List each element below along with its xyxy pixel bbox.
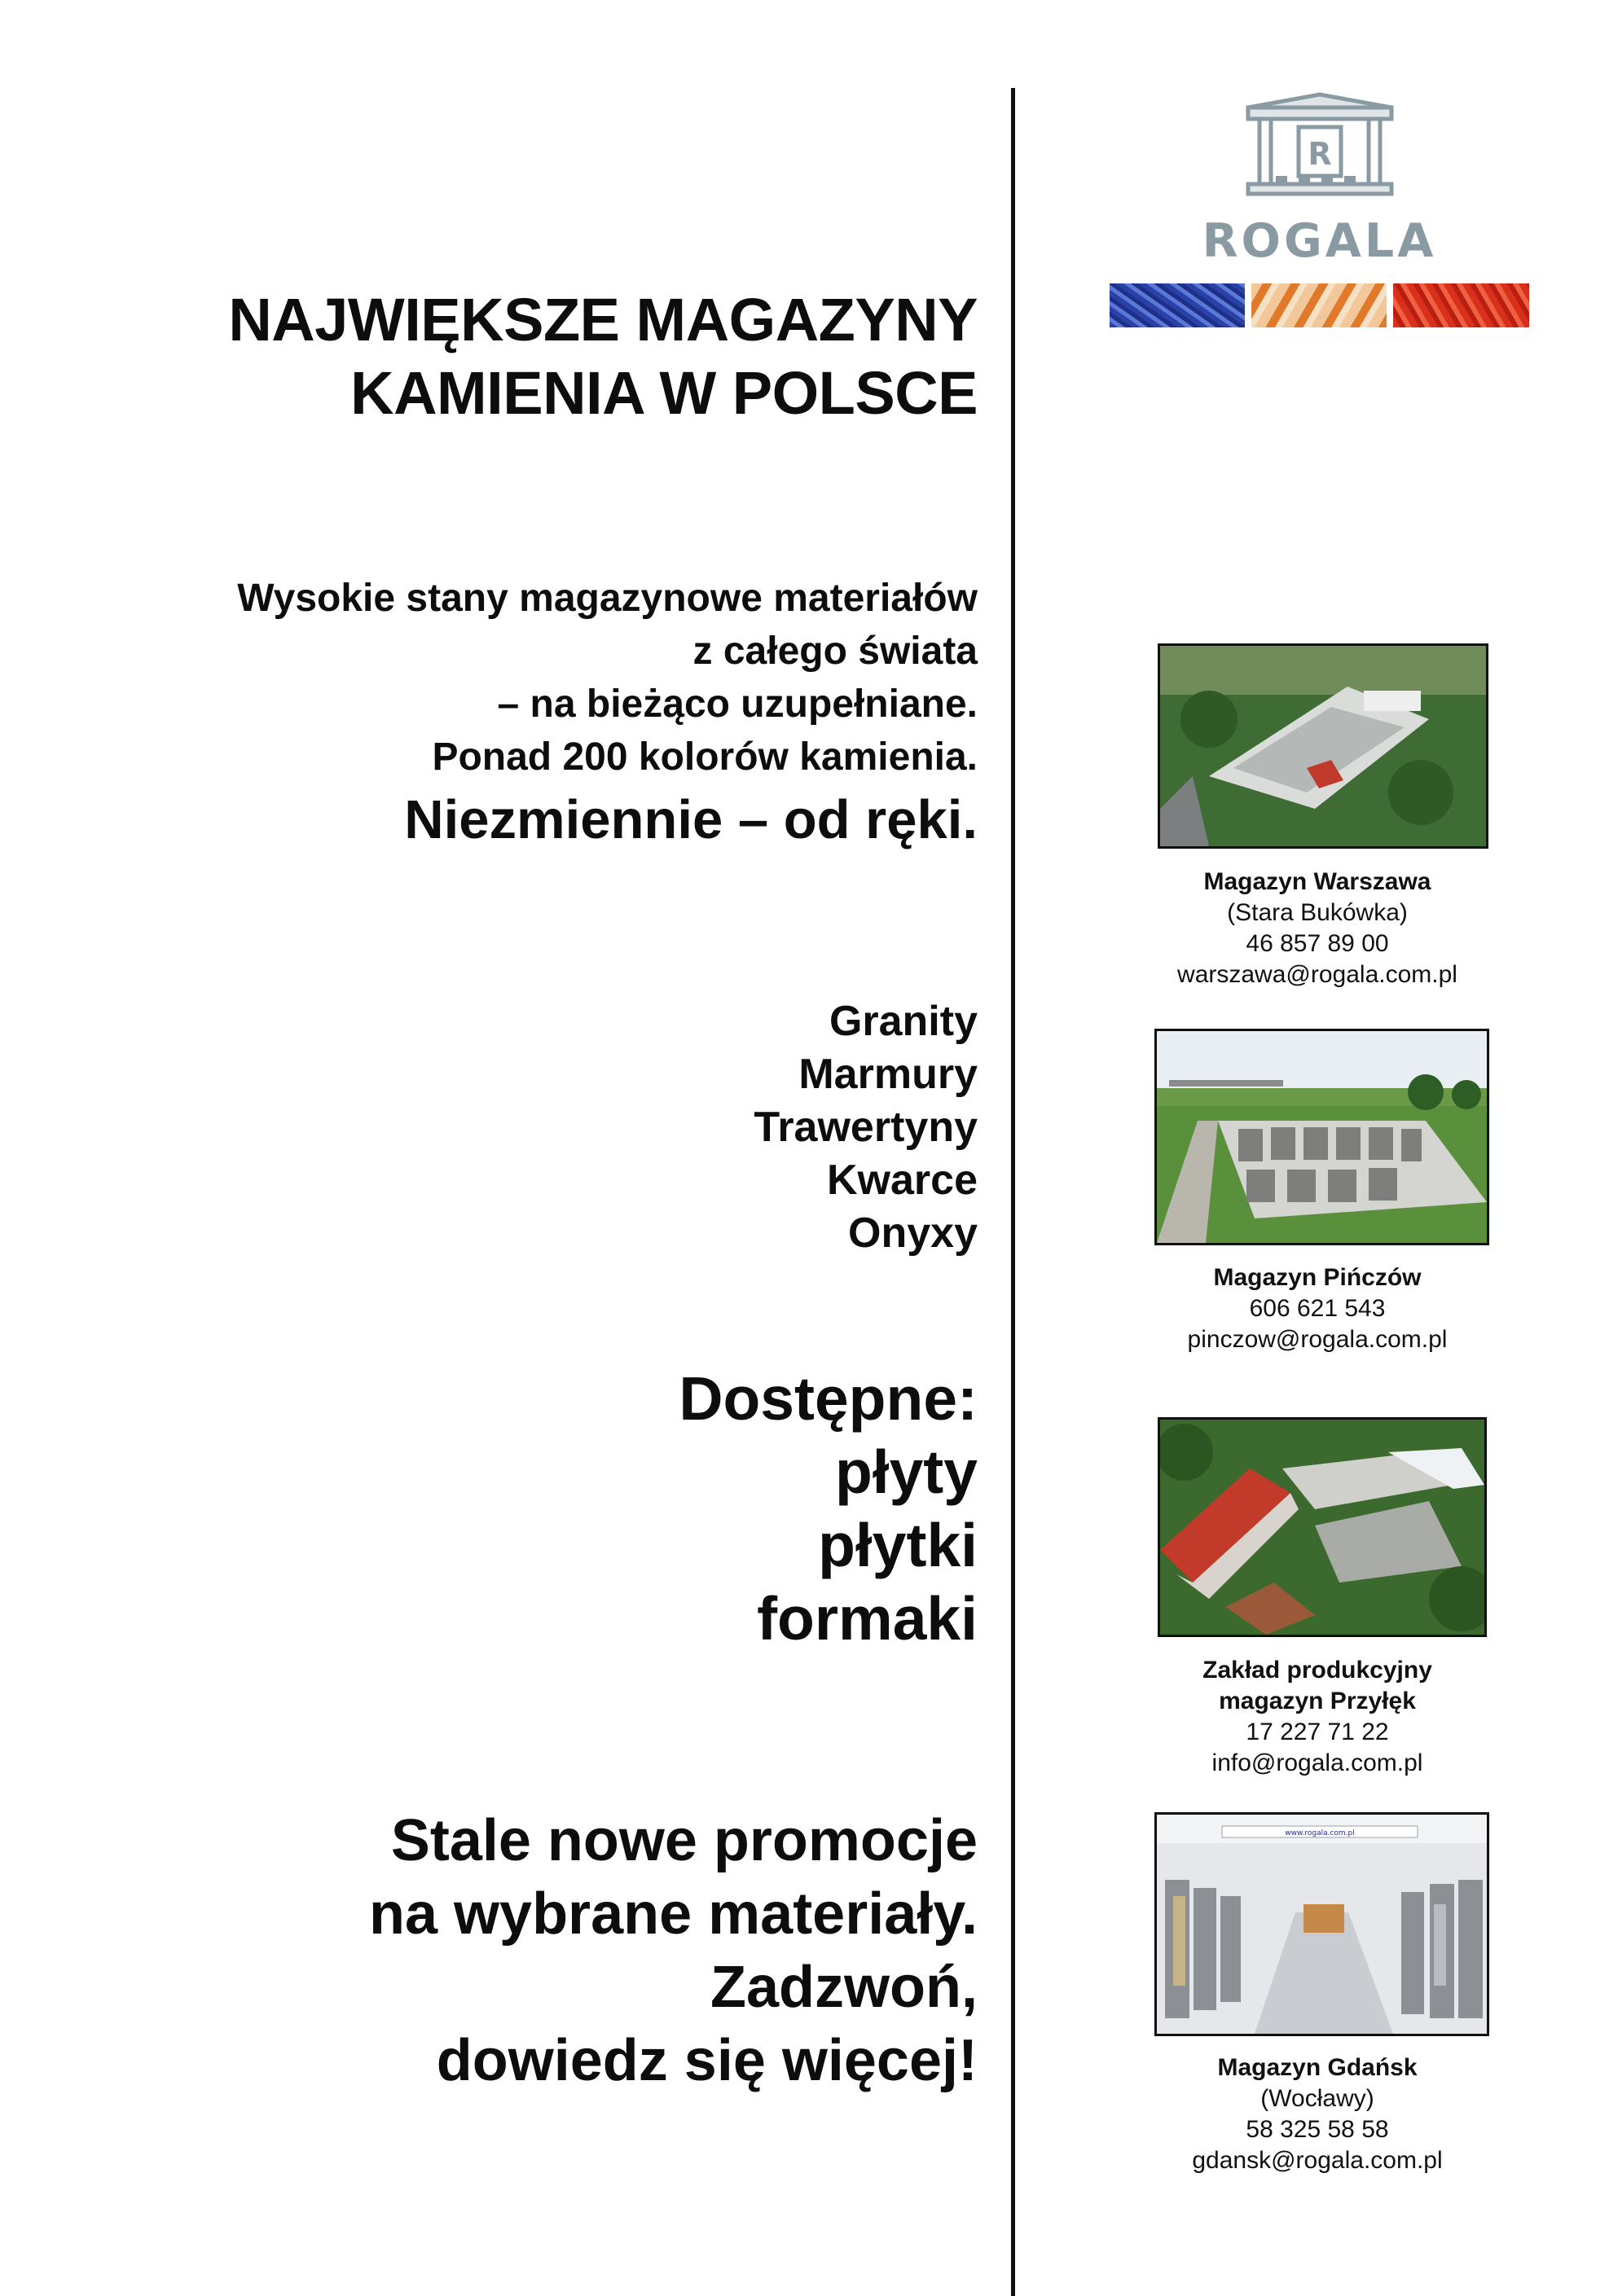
warehouse-gdansk-photo [1154, 1812, 1489, 2036]
logo-name: ROGALA [1202, 214, 1437, 268]
intro-line: z całego świata [692, 630, 978, 673]
warehouse-warsaw-photo [1158, 643, 1488, 849]
promo-text [73, 1804, 978, 2097]
intro-emphasis: Niezmiennie – od ręki. [404, 789, 978, 850]
stone-swatch-blue [1110, 283, 1245, 327]
location-area: (Wocławy) [1260, 2085, 1374, 2112]
stone-swatch-orange [1251, 283, 1387, 327]
rogala-logo [1110, 90, 1529, 334]
promo-line: dowiedz się więcej! [436, 2028, 978, 2093]
location-area: (Stara Bukówka) [1227, 899, 1408, 926]
product-item: płyty [834, 1438, 978, 1506]
location-phone[interactable]: 17 227 71 22 [1246, 1719, 1389, 1745]
location-email[interactable]: pinczow@rogala.com.pl [1187, 1326, 1448, 1353]
location-email[interactable]: warszawa@rogala.com.pl [1177, 961, 1457, 988]
location-caption-przylek [1110, 1655, 1525, 1779]
location-title: Magazyn Gdańsk [1217, 2054, 1418, 2081]
location-caption-gdansk [1110, 2052, 1525, 2176]
location-phone[interactable]: 46 857 89 00 [1246, 930, 1389, 957]
location-subtitle: magazyn Przyłęk [1219, 1688, 1416, 1714]
stone-swatch-red [1393, 283, 1529, 327]
stone-type: Onyxy [848, 1209, 978, 1257]
location-title: Magazyn Pińczów [1213, 1264, 1422, 1291]
headline [73, 283, 978, 430]
headline-line: NAJWIĘKSZE MAGAZYNY [228, 286, 978, 353]
photo-sign-text: www.rogala.com.pl [1285, 1829, 1355, 1837]
intro-text [73, 572, 978, 857]
temple-emblem-icon [1110, 90, 1529, 212]
products-heading: Dostępne: [679, 1364, 978, 1433]
headline-line: KAMIENIA W POLSCE [350, 359, 978, 427]
promo-line: Zadzwoń, [710, 1955, 978, 2020]
available-products [73, 1362, 978, 1655]
location-phone[interactable]: 606 621 543 [1249, 1295, 1386, 1322]
stone-types-list [73, 995, 978, 1260]
location-caption-warsaw [1110, 867, 1525, 990]
location-caption-pinczow [1110, 1262, 1525, 1355]
promo-line: na wybrane materiały. [369, 1881, 978, 1947]
warehouse-pinczow-photo [1154, 1029, 1489, 1245]
intro-line: Wysokie stany magazynowe materiałów [237, 577, 978, 620]
stone-type: Kwarce [827, 1157, 978, 1204]
location-title: Zakład produkcyjny [1202, 1657, 1432, 1684]
emblem-letter: R [1308, 136, 1332, 172]
stone-type: Granity [829, 998, 978, 1045]
production-plant-przylek-photo [1158, 1417, 1487, 1637]
product-item: formaki [757, 1584, 978, 1653]
intro-line: Ponad 200 kolorów kamienia. [432, 735, 978, 779]
stone-type: Trawertyny [754, 1104, 978, 1151]
intro-line: – na bieżąco uzupełniane. [497, 683, 978, 726]
vertical-divider [1011, 88, 1015, 2296]
location-email[interactable]: gdansk@rogala.com.pl [1192, 2147, 1443, 2174]
product-item: płytki [818, 1511, 978, 1579]
promo-line: Stale nowe promocje [390, 1808, 978, 1873]
stone-type: Marmury [798, 1051, 978, 1098]
location-email[interactable]: info@rogala.com.pl [1211, 1749, 1423, 1776]
location-title: Magazyn Warszawa [1203, 868, 1431, 895]
location-phone[interactable]: 58 325 58 58 [1246, 2116, 1389, 2143]
